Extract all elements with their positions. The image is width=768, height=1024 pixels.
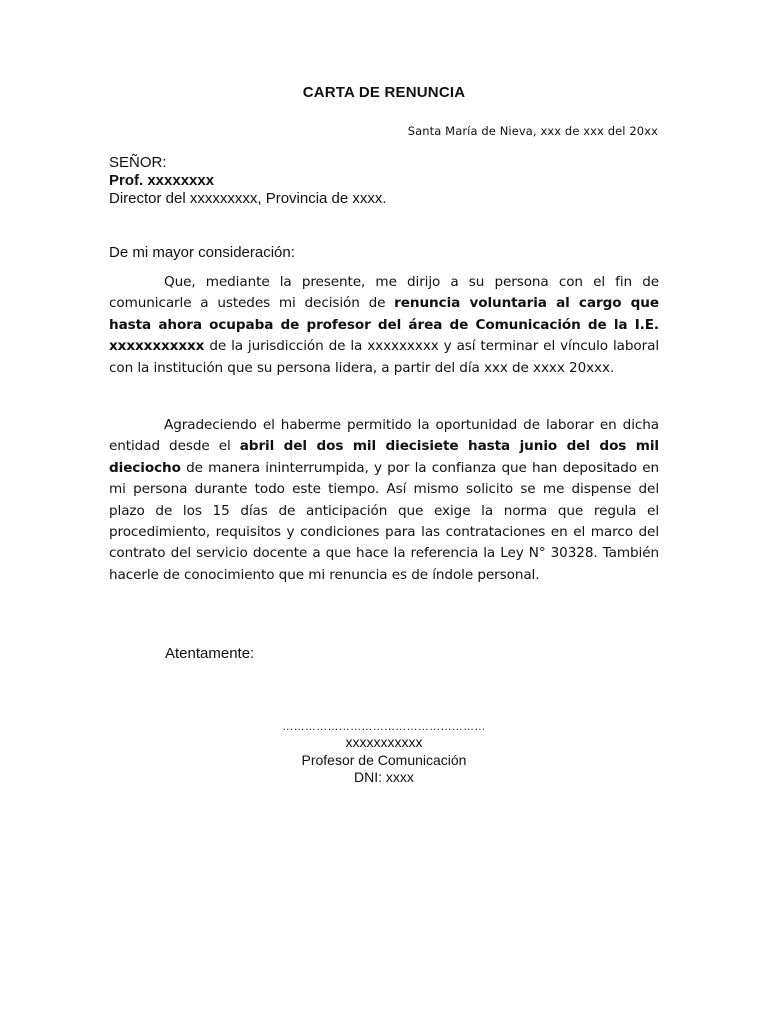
recipient-salutation: SEÑOR:: [109, 154, 167, 171]
signature-line: ………………………………………………: [282, 721, 486, 733]
recipient-name: Prof. xxxxxxxx: [109, 172, 215, 189]
place-date: Santa María de Nieva, xxx de xxx del 20xx: [407, 124, 658, 138]
paragraph-text: Que, mediante la presente, me dirijo a su persona con el fin de comunicarle a ustedes mi decisión de: [109, 274, 659, 312]
paragraph-text: de la jurisdicción de la xxxxxxxxx y así terminar el vínculo laboral con la institución que su persona lidera, a partir del día xxx de xxxx 20xxx.: [109, 338, 659, 376]
letter-title: CARTA DE RENUNCIA: [302, 84, 466, 101]
signer-name: xxxxxxxxxxx: [345, 734, 423, 750]
recipient-position: Director del xxxxxxxxx, Provincia de xxxx.: [109, 190, 387, 207]
recipient-block: [109, 154, 387, 208]
body-paragraph-2: [109, 415, 659, 586]
paragraph-bold-text: abril del dos mil diecisiete hasta junio del dos mil dieciocho: [109, 438, 659, 476]
greeting: De mi mayor consideración:: [109, 244, 295, 261]
body-paragraph-1: [109, 272, 659, 379]
paragraph-text: de manera ininterrumpida, y por la confianza que han depositado en mi persona durante todo este tiempo. Así mismo solicito se me dispense del plazo de los 15 días de anticipación que exige la norma que regula el procedimiento, requisitos y condiciones para las contrataciones en el marco del contrato del servicio docente a que hace la referencia la Ley N° 30328. También hacerle de conocimiento que mi renuncia es de índole personal.: [109, 459, 659, 583]
closing: Atentamente:: [165, 645, 255, 662]
paragraph-text: Agradeciendo el haberme permitido la oportunidad de laborar en dicha entidad desde el: [109, 417, 659, 455]
signature-block: [0, 720, 768, 787]
paragraph-bold-text: renuncia voluntaria al cargo que hasta ahora ocupaba de profesor del área de Comunicación de la I.E. xxxxxxxxxxx: [109, 295, 659, 355]
signer-role: Profesor de Comunicación: [301, 751, 467, 768]
signer-dni: DNI: xxxx: [354, 769, 414, 785]
